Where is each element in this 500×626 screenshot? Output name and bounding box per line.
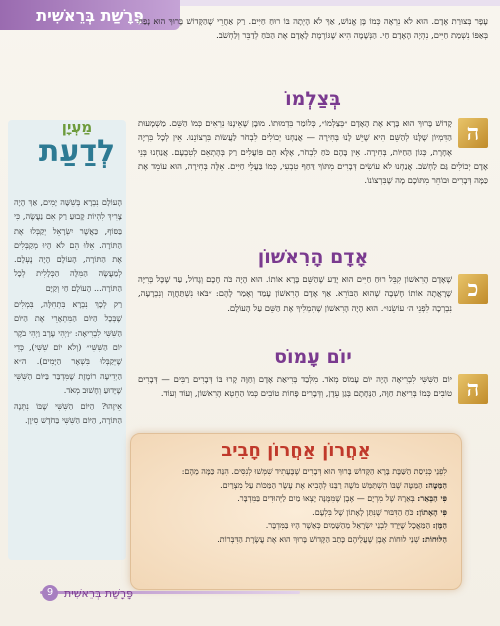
section-body-adam-harishon	[138, 272, 488, 315]
footer-title: פָּרָשַׁת בְּרֵאשִׁית	[64, 587, 134, 600]
parasha-header-title: פָּרָשַׁת בְּרֵאשִׁית	[36, 5, 144, 25]
section-title-adam-harishon: אָדָם הָרִאשׁוֹן	[257, 246, 369, 268]
parchment-item-label: פִּי הָאָתוֹן:	[416, 506, 447, 517]
section-text: יוֹם הַשִּׁשִּׁי לִבְרִיאָה הָיָה יוֹם עָמוֹס מְאֹד. מִלְּבַד בְּרִיאַת אָדָם וְחַוָּה קָרוּ בּוֹ דְּבָרִים רַבִּים — דְּבָרִים טוֹבִים כְּמוֹ בְּרִיאַת חַוָּה, הַנְּחָתָם בְּגַן עֵדֶן, וְדְּבָרִים פָּחוֹת טוֹבִים כְּמוֹ הַחֵטְא הָרִאשׁוֹן, וְעוֹד וְעוֹד.	[138, 374, 452, 399]
parchment-item	[145, 492, 447, 506]
drop-cap: ה	[458, 118, 488, 148]
parchment-item-text: הַמַּאֲכָל שֶׁיָּרַד לִבְנֵי יִשְׂרָאֵל מֵהַשָּׁמַיִם כְּאַשֶׁר הָיוּ בַּמִּדְבָּר.	[265, 521, 431, 531]
intro-paragraph: עָפָר בְּצוּרַת אָדָם. הוּא לֹא נִרְאָה כְּמוֹ בֶּן אֱנוֹשׁ, אַךְ לֹא הָיְתָה בּוֹ רוּחַ חַיִּים. רַק אַחֲרֵי שֶׁהַקָּדוֹשׁ בָּרוּךְ הוּא נָפַח בְּאַפּוֹ נִשְׁמַת חַיִּים, נִהְיָה הָאָדָם חַי. הַנְּשָׁמָה הִיא שֶׁגּוֹרֶמֶת לָאָדָם אֶת הַכֹּחַ לְדַבֵּר וְלַחְשֹׁב.	[138, 16, 488, 40]
sidebar-paragraph: אֵיזֶהוּ? הַיּוֹם הַשִּׁשִּׁי שֶׁבּוֹ נִתְּנָה הַתּוֹרָה, הַיּוֹם הַשִּׁשִּׁי בַּחֹדֶשׁ סִיוָן.	[14, 401, 122, 426]
sidebar-paragraph: הָעוֹלָם נִבְרָא בְּשִׁשָּׁה יָמִים, אַךְ הָיָה צָרִיךְ לִהְיוֹת קָבוּעַ רַק אִם נַעֲשֶׂה, כִּי בַּסּוֹף, כַּאֲשֶׁר יִשְׂרָאֵל יְקַבְּלוּ אֶת הַתּוֹרָה. אֵלּוּ הֵם לֹא הָיוּ מְקַבְּלִים אֶת הַתּוֹרָה, הָעוֹלָם הָיָה נֶעְלָם. לְמַעֲשֶׂה הַמִּלָּה הַכְּלָלִית לְכָל הַתּוֹרָה... הָעוֹלָם חַי וְקַיָּם	[14, 197, 122, 293]
parchment-item	[145, 506, 447, 520]
drop-cap: ה	[458, 374, 488, 404]
parchment-title: אַחֲרוֹן אַחֲרוֹן חָבִיב	[221, 440, 371, 461]
parchment-lead: לִפְנֵי כְּנִיסַת הַשַּׁבָּת בָּרָא הַקָּדוֹשׁ בָּרוּךְ הוּא דְּבָרִים שֶׁבֶּעָתִיד שִׁמְּשׁוּ לְנִסִּים. הִנֵּה כַּמָּה מֵהֶם:	[181, 467, 447, 476]
parchment-item-text: כֹּחַ הַדִּבּוּר שֶׁנִּתַּן לָאָתוֹן שֶׁל בִּלְעָם.	[312, 507, 414, 517]
section-title-betzalmo: בְּצַלְמוֹ	[285, 88, 341, 110]
parchment-item	[145, 479, 447, 493]
parchment-body	[145, 466, 447, 547]
logo-small-text: מַעְיָן	[61, 118, 93, 136]
logo-big-text: לְדַעַת	[38, 134, 116, 169]
parchment-item-label: הַלּוּחוֹת:	[421, 533, 447, 544]
parchment-item-text: הַמַּטֶּה שֶׁבּוֹ הִשְׁתַּמֵּשׁ מֹשֶׁה רַבֵּנוּ לְהָבִיא אֶת עֶשֶׂר הַמַּכּוֹת עַל מִצְרַיִם.	[220, 480, 423, 490]
header-band	[180, 0, 500, 6]
page-number: 9	[42, 585, 58, 601]
section-body-betzalmo	[138, 116, 488, 187]
parchment-box	[130, 433, 462, 590]
parchment-item-label: הַמָּן:	[432, 520, 447, 531]
section-text: קָדוֹשׁ בָּרוּךְ הוּא בָּרָא אֶת הָאָדָם ״בְּצַלְמוֹ״, כְּלוֹמַר בִּדְמוּתוֹ. מוּבָן שֶׁאֵינֶנּוּ נִרְאִים כְּמוֹ הַשֵּׁם. מַשְׁמָעוּת הַדִּמְיוֹן שֶׁלָּנוּ לְהַשֵּׁם הִיא שֶׁיֵּשׁ לָנוּ בְּחִירָה — אֲנַחְנוּ יְכוֹלִים לִבְחֹר לַעֲשׂוֹת בִּרְצוֹנֵנוּ. אֵין לְכָל בִּרְיָה אֶחָרֶת, כְּגוֹן הַחַיּוֹת, בְּחִירָה. אֵין בָּהֶם כֹּחַ לִבְחֹר, אֶלָּא הֵם פּוֹעֲלִים רַק בְּהֶתְאֵם לְטִבְעָם. אֲנַחְנוּ בְּנֵי אָדָם יְכוֹלִים גַּם לַחְשֹׁב. אֲנַחְנוּ לֹא עוֹשִׂים דְּבָרִים מִתּוֹךְ דַּחַף טִבְעִי, כְּמוֹ בַּעֲלֵי חַיִּים. אֵלֶּה בְּחִירָה, הוּא עוֹמֵד אֶת כַּמָּה דְּבָרִים וּבוֹחֵר מִתּוֹכָם מָה שֶׁבִּרְצוֹנוֹ.	[138, 118, 488, 186]
intro-text	[138, 14, 488, 42]
parchment-item-text: שְׁנֵי לוּחוֹת אֶבֶן שֶׁעֲלֵיהֶם כָּתַב הַקָּדוֹשׁ בָּרוּךְ הוּא אֶת עֲשֶׂרֶת הַדִּבְּרוֹת.	[217, 534, 420, 544]
sidebar-paragraph: רַק לְכָךְ נִבְרָא בִּתְחִלָּה, בִּמְלִים שֶׁבְּכָל הַיּוֹם הַמִּתְאָרֵי אֶת הַיּוֹם הַשִּׁשִּׁי לִבְרִיאָה: ״וַיְהִי עֶרֶב וַיְהִי בֹקֶר יוֹם הַשִּׁשִּׁי״ (וְלֹא יוֹם שִׁשִּׁי), כְּדֵי שֶׁיְּקַבְּלוּ בִּשְׁאָר הַיָּמִים). ה״א הַיְדִיעָה רוֹמֶזֶת שֶׁמִּדְבַּר בַּיּוֹם הַשִּׁשִּׁי שֶׁיָּדוּעַ וְחָשׁוּב מְאֹד.	[14, 299, 122, 395]
parchment-item	[145, 519, 447, 533]
parchment-item	[145, 533, 447, 547]
parchment-item-label: פִּי הַבְּאֵר:	[417, 493, 447, 504]
sidebar-text	[14, 195, 122, 430]
parchment-item-label: הַמַּטֶּה:	[425, 479, 447, 490]
drop-cap: כ	[458, 274, 488, 304]
section-body-yom-amos	[138, 372, 488, 404]
parchment-item-text: בְּאֵרָהּ שֶׁל מִרְיָם — אֶבֶן שֶׁמִּמֶּנָּה יָצְאוּ מַיִם לַיְּהוּדִים בַּמִּדְבָּר.	[237, 494, 415, 504]
section-text: שֶׁאָדָם הָרִאשׁוֹן קִבֵּל רוּחַ חַיִּים הוּא יָדַע שֶׁהַשֵּׁם בָּרָא אוֹתוֹ. הוּא הָיָה כֹּה חָכָם וְגָדוֹל, עַד שֶׁכָּל בְּרִיָּה שֶׁרָאֲתָה אוֹתוֹ חָשְׁבָה שֶׁהוּא הַבּוֹרֵא. אַךְ אָדָם הָרִאשׁוֹן עָמַד וְאָמַר לָהֶם: ״בֹּאוּ נִשְׁתַּחֲוֶה וְנִכְרָעָה, נִבְרְכָה לִפְנֵי ה׳ עוֹשֵׂנוּ״. הוּא הָיָה הָרִאשׁוֹן שֶׁהִמְלִיךְ אֶת הַשֵּׁם עַל הָעוֹלָם.	[138, 274, 452, 313]
maayan-ladaat-logo	[22, 118, 132, 188]
section-title-yom-amos: יוֹם עָמוֹס	[274, 346, 352, 368]
